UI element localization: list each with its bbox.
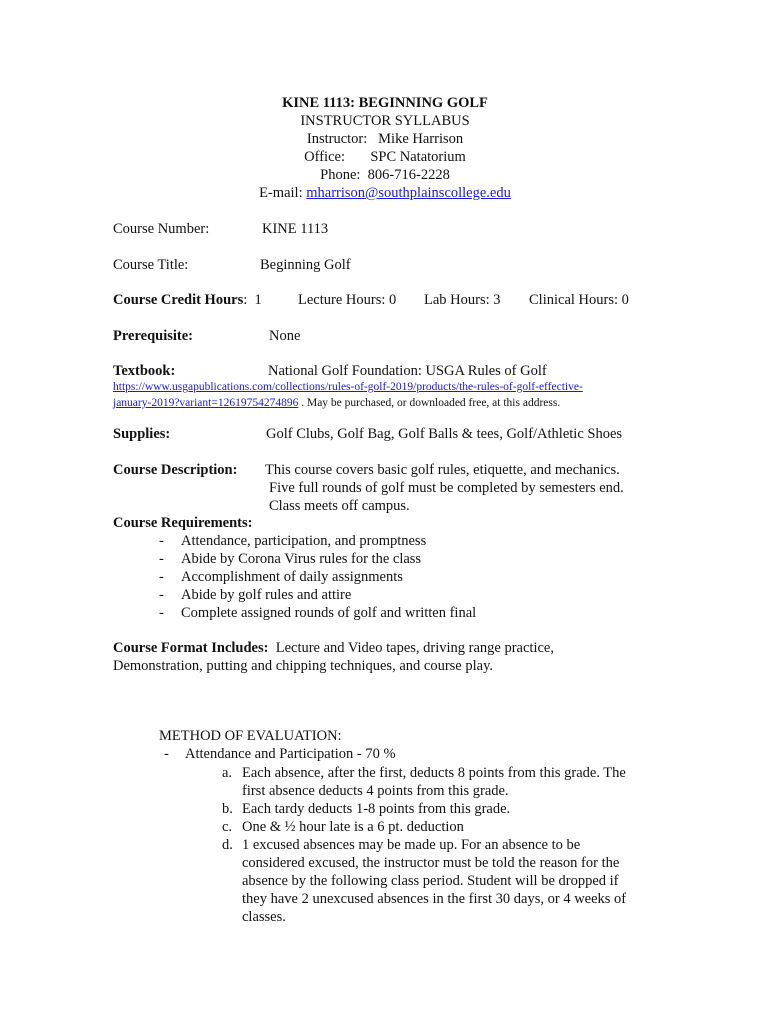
format-label: Course Format Includes: xyxy=(113,640,269,656)
supplies: Golf Clubs, Golf Bag, Golf Balls & tees, Golf/Athletic Shoes xyxy=(266,426,623,442)
subitem-d-line-5: classes. xyxy=(242,909,286,925)
instructor-line: Instructor: Mike Harrison xyxy=(306,131,464,147)
list-item: - xyxy=(159,587,164,603)
instructor-name: Mike Harrison xyxy=(378,131,464,147)
subitem-marker: c. xyxy=(222,819,233,835)
textbook-note: . May be purchased, or downloaded free, at this address. xyxy=(298,397,561,409)
list-item: - xyxy=(159,551,164,567)
evaluation-heading: METHOD OF EVALUATION: xyxy=(159,728,342,744)
course-title: Beginning Golf xyxy=(260,257,351,273)
list-item: - xyxy=(159,533,164,549)
requirement-item: Complete assigned rounds of golf and written final xyxy=(181,605,477,621)
credit-hours-label: Course Credit Hours xyxy=(113,292,244,308)
list-item: - xyxy=(159,605,164,621)
credit-hours-line: Course Credit Hours: 1 xyxy=(113,292,262,308)
subitem-c-line-1: One & ½ hour late is a 6 pt. deduction xyxy=(242,819,464,835)
description-line-2: Five full rounds of golf must be completed by semesters end. xyxy=(269,480,624,496)
textbook: National Golf Foundation: USGA Rules of Golf xyxy=(268,363,547,379)
list-item: - xyxy=(164,746,169,762)
textbook-link-part1[interactable]: https://www.usgapublications.com/collections/rules-of-golf-2019/products/the-rules-of-golf-effective- xyxy=(113,381,583,393)
phone-number: 806-716-2228 xyxy=(367,167,450,183)
supplies-label: Supplies: xyxy=(113,426,171,442)
lecture-hours: Lecture Hours: 0 xyxy=(298,292,397,308)
evaluation-item: Attendance and Participation - 70 % xyxy=(185,746,396,762)
subitem-d-line-1: 1 excused absences may be made up. For an absence to be xyxy=(242,837,581,853)
phone-line: Phone: 806-716-2228 xyxy=(320,167,450,183)
subitem-d-line-3: absence by the following class period. Student will be dropped if xyxy=(242,873,619,889)
textbook-link-line1 xyxy=(113,379,583,395)
requirement-item: Abide by golf rules and attire xyxy=(181,587,352,603)
subitem-a-line-2: first absence deducts 4 points from this grade. xyxy=(242,783,509,799)
subitem-a-line-1: Each absence, after the first, deducts 8 points from this grade. The xyxy=(242,765,626,781)
prerequisite-label: Prerequisite: xyxy=(113,328,193,344)
requirement-item: Abide by Corona Virus rules for the class xyxy=(181,551,422,567)
office-name: SPC Natatorium xyxy=(370,149,466,165)
prerequisite: None xyxy=(269,328,301,344)
description-line-3: Class meets off campus. xyxy=(269,498,410,514)
list-item: - xyxy=(159,569,164,585)
requirement-item: Accomplishment of daily assignments xyxy=(181,569,403,585)
subitem-marker: d. xyxy=(222,837,233,853)
course-title-label: Course Title: xyxy=(113,257,189,273)
subitem-d-line-2: considered excused, the instructor must be told the reason for the xyxy=(242,855,620,871)
office-line: Office: SPC Natatorium xyxy=(304,149,466,165)
clinical-hours: Clinical Hours: 0 xyxy=(529,292,629,308)
credit-hours-value: 1 xyxy=(254,292,262,308)
subitem-b-line-1: Each tardy deducts 1-8 points from this grade. xyxy=(242,801,511,817)
email-link[interactable]: mharrison@southplainscollege.edu xyxy=(306,185,511,201)
subitem-marker: a. xyxy=(222,765,233,781)
requirement-item: Attendance, participation, and promptness xyxy=(181,533,427,549)
textbook-link-part2[interactable]: january-2019?variant=12619754274896 xyxy=(113,397,299,409)
doc-title: KINE 1113: BEGINNING GOLF xyxy=(282,95,488,111)
description-label: Course Description: xyxy=(113,462,238,478)
email-line: E-mail: mharrison@southplainscollege.edu xyxy=(259,185,511,201)
lab-hours: Lab Hours: 3 xyxy=(424,292,501,308)
doc-subtitle: INSTRUCTOR SYLLABUS xyxy=(300,113,470,129)
description-line-1: This course covers basic golf rules, etiquette, and mechanics. xyxy=(265,462,620,478)
textbook-label: Textbook: xyxy=(113,363,176,379)
course-number: KINE 1113 xyxy=(262,221,329,237)
format-line-2: Demonstration, putting and chipping techniques, and course play. xyxy=(113,658,494,674)
subitem-marker: b. xyxy=(222,801,233,817)
subitem-d-line-4: they have 2 unexcused absences in the first 30 days, or 4 weeks of xyxy=(242,891,627,907)
course-number-label: Course Number: xyxy=(113,221,210,237)
format-line-1: Course Format Includes: Lecture and Video tapes, driving range practice, xyxy=(113,640,554,656)
requirements-label: Course Requirements: xyxy=(113,515,253,531)
textbook-link-line2 xyxy=(113,395,560,411)
